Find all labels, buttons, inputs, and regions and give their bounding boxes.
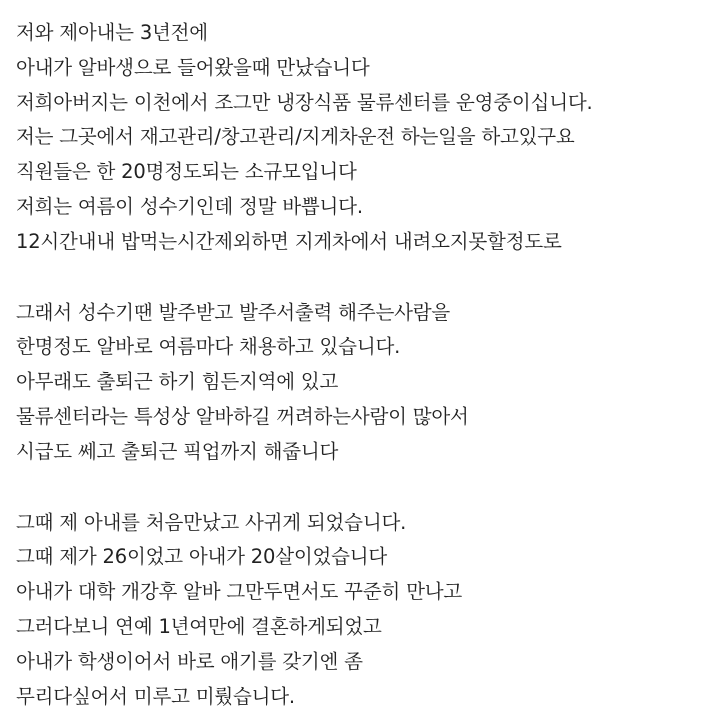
text-line: 12시간내내 밥먹는시간제외하면 지게차에서 내려오지못할정도로 <box>16 229 562 253</box>
text-line: 직원들은 한 20명정도되는 소규모입니다 <box>16 160 357 184</box>
text-line: 저는 그곳에서 재고관리/창고관리/지게차운전 하는일을 하고있구요 <box>16 125 575 149</box>
paragraph <box>16 16 718 260</box>
text-line: 그래서 성수기땐 발주받고 발주서출력 해주는사람을 <box>16 300 451 324</box>
text-line: 그러다보니 연예 1년여만에 결혼하게되었고 <box>16 614 382 638</box>
paragraph-gap <box>16 260 718 296</box>
text-line: 저와 제아내는 3년전에 <box>16 21 208 44</box>
text-line: 저희아버지는 이천에서 조그만 냉장식품 물류센터를 운영중이십니다. <box>16 90 593 114</box>
text-line: 아내가 알바생으로 들어왔을때 만났습니다 <box>16 55 370 79</box>
text-line: 무리다싶어서 미루고 미뤘습니다. <box>16 684 295 708</box>
text-line: 아무래도 출퇴근 하기 힘든지역에 있고 <box>16 370 339 394</box>
text-line: 아내가 학생이어서 바로 애기를 갖기엔 좀 <box>16 649 363 673</box>
paragraph-gap <box>16 470 718 506</box>
text-line: 한명정도 알바로 여름마다 채용하고 있습니다. <box>16 335 401 359</box>
text-line: 아내가 대학 개강후 알바 그만두면서도 꾸준히 만나고 <box>16 580 463 604</box>
text-line: 그때 제 아내를 처음만났고 사귀게 되었습니다. <box>16 510 407 534</box>
text-line: 물류센터라는 특성상 알바하길 꺼려하는사람이 많아서 <box>16 404 469 428</box>
text-line: 시급도 쎄고 출퇴근 픽업까지 해줍니다 <box>16 439 339 463</box>
text-line: 저희는 여름이 성수기인데 정말 바쁩니다. <box>16 194 363 218</box>
text-line: 그때 제가 26이었고 아내가 20살이었습니다 <box>16 545 388 569</box>
paragraph <box>16 296 718 470</box>
paragraph <box>16 506 718 714</box>
